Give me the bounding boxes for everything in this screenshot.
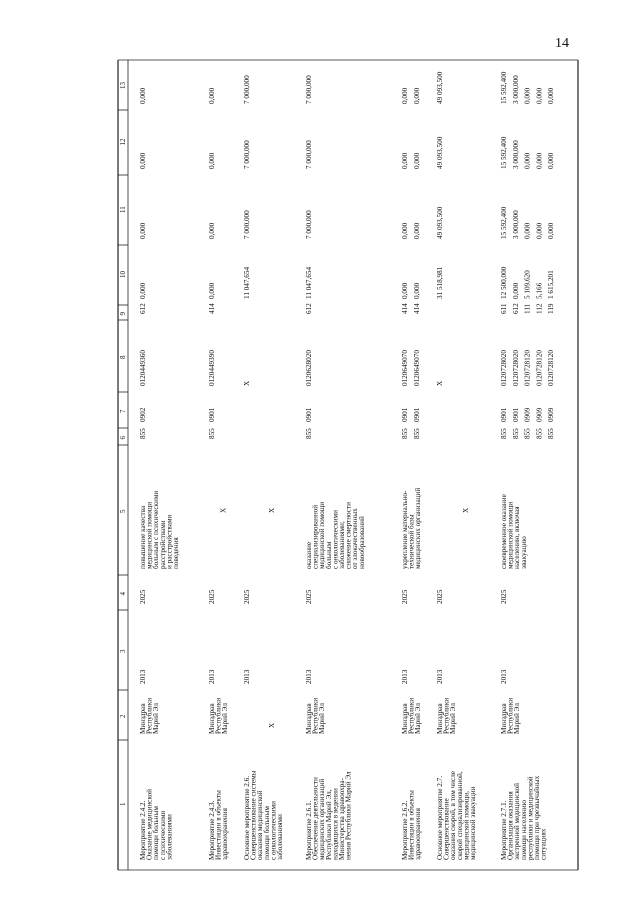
cell-c11-line: 0,000 [139, 222, 147, 239]
cell-c10-line: 0,000 [511, 282, 520, 299]
cell-c5-line: технической базы [407, 514, 416, 569]
cell-c11-line: 49 093,500 [436, 206, 444, 239]
cell-c1-line: Обеспечение деятельности [311, 777, 320, 860]
cell-c1-line: Основное мероприятие 2.6. [243, 775, 251, 860]
cell-c7-line: 0901 [401, 407, 409, 422]
cell-c8-line: 0120449390 [208, 350, 216, 386]
cell-c2-line: Республики [442, 697, 451, 734]
cell-c4: 2025 [436, 589, 444, 604]
cell-c10-line: 5,166 [535, 282, 544, 299]
cell-c13-line: 7 000,000 [243, 75, 251, 104]
cell-c10-line: 0,000 [139, 282, 147, 299]
cell-c6-line: 855 [401, 428, 409, 439]
cell-c6-line: 855 [535, 428, 544, 439]
cell-c5-line: оказание [305, 541, 313, 569]
cell-c11-line: 7 000,000 [305, 210, 313, 239]
cell-c1-line: оказания медицинской [256, 790, 265, 860]
table-content [119, 71, 555, 860]
cell-c13-line: 0,000 [412, 87, 421, 104]
cell-c11-line: 0,000 [208, 222, 216, 239]
cell-c3: 2013 [436, 669, 444, 684]
cell-c5-line: снижение смертности [344, 502, 353, 569]
cell-c11-line: 0,000 [412, 222, 421, 239]
cell-c4: 2025 [500, 589, 508, 604]
cell-c1-line: Совершенствование [442, 798, 451, 860]
cell-c5-line: от злокачественных [351, 508, 360, 569]
cell-c1-line: помощи населению [519, 800, 528, 860]
column-header-number: 8 [119, 355, 127, 359]
cell-c7-line: 0901 [412, 407, 421, 422]
cell-c4: 2025 [401, 589, 409, 604]
cell-c10-line: 1 615,201 [547, 270, 556, 299]
cell-c12-line: 0,000 [547, 152, 556, 169]
cell-c5-line: эвакуацию [519, 536, 528, 569]
cell-c2-line: Минздрав [500, 703, 508, 734]
cell-c12-line: 0,000 [139, 152, 147, 169]
cell-c7-line: 0901 [511, 407, 520, 422]
cell-c3: 2013 [500, 669, 508, 684]
cell-c2-line: Минздрав [401, 703, 409, 734]
column-header-number: 7 [119, 409, 127, 413]
column-header-number: 5 [119, 509, 127, 513]
table-grid [118, 60, 578, 870]
cell-c1-line: с онкологическими [269, 801, 278, 860]
cell-c6-line: 855 [500, 428, 508, 439]
cell-c13-line: 0,000 [401, 87, 409, 104]
cell-c1-line: Инвестиции в объекты [407, 790, 416, 860]
cell-c5-line: укрепление материально- [401, 490, 409, 569]
cell-c3: 2013 [139, 669, 147, 684]
cell-c6-line: 855 [523, 428, 532, 439]
cell-c10-line: 12 500,000 [500, 266, 508, 299]
column-header-number: 12 [119, 138, 127, 146]
column-header-number: 6 [119, 436, 127, 440]
cell-c1-line: медицинской помощи, [462, 791, 471, 860]
cell-c2-line: Марий Эл [414, 703, 423, 734]
cell-c13-line: 15 592,400 [500, 71, 508, 104]
cell-c2-line: Республики [214, 697, 223, 734]
cell-c5-line: больным с психическими [152, 490, 161, 569]
cell-c9-line: 611 [500, 303, 508, 314]
cell-c7-line: 0909 [523, 407, 532, 422]
cell-c1-line: Совершенствование системы [249, 770, 258, 860]
cell-c2-line: Республики [407, 697, 416, 734]
cell-c1-line: оказания скорой, в том числе [449, 771, 458, 860]
cell-c5-line: медицинской помощи [506, 501, 515, 569]
column-header-number: 10 [119, 271, 127, 278]
cell-c5-line: населению, включая [513, 506, 522, 569]
cell-c2-line: Республики [311, 697, 320, 734]
cell-c2-line: Марий Эл [152, 703, 161, 734]
cell-c3: 2013 [208, 669, 216, 684]
cell-c2-line: Марий Эл [513, 703, 522, 734]
cell-c5-line: медицинской помощи [318, 501, 327, 569]
cell-c2-line: Минздрав [208, 703, 216, 734]
cell-c1-line: заболеваниями [276, 814, 284, 860]
cell-c10-line: 0,000 [412, 282, 421, 299]
cell-c5-line: поведения [172, 537, 180, 569]
cell-c8-line: 0120449360 [139, 350, 147, 386]
cell-c8-line: 0120728020 [500, 350, 508, 386]
cell-c3: 2013 [401, 669, 409, 684]
column-header-number: 13 [119, 82, 127, 89]
cell-c5-line: и расстройствами [165, 514, 174, 569]
cell-c8-line: 0120649070 [401, 350, 409, 386]
cell-c9-line: 112 [535, 303, 544, 314]
cell-c12-line: 0,000 [535, 152, 544, 169]
cell-c8-line: X [436, 380, 444, 386]
cell-c10-line: 31 518,981 [436, 266, 444, 299]
cell-c8-line: 0120728120 [535, 350, 544, 386]
cell-c9-line: 119 [547, 303, 556, 314]
cell-c1-line: Мероприятие 2.7.1. [500, 800, 508, 860]
cell-c5-line: X [219, 507, 228, 513]
cell-c5-line: X [268, 507, 276, 513]
cell-c6-line: 855 [511, 428, 520, 439]
cell-c12-line: 3 000,000 [511, 140, 520, 169]
cell-c1-line: Мероприятие 2.6.1. [305, 800, 313, 860]
cell-c11-line: 0,000 [523, 222, 532, 239]
cell-c10-line: 11 047,654 [305, 266, 313, 299]
cell-c5-line: X [462, 507, 470, 513]
cell-c5-line: расстройствами [158, 520, 167, 569]
cell-c2-line: Минздрав [305, 703, 313, 734]
cell-c8-line: 0120728020 [511, 350, 520, 386]
cell-c1-line: здравоохранения [221, 808, 230, 860]
cell-c4: 2025 [243, 589, 251, 604]
cell-c6-line: 855 [208, 428, 216, 439]
cell-c4: 2025 [208, 589, 216, 604]
cell-c7-line: 0909 [547, 407, 556, 422]
cell-c1-line: находящихся в ведении [331, 788, 340, 860]
cell-c12-line: 0,000 [401, 152, 409, 169]
cell-c13-line: 3 000,000 [511, 75, 520, 104]
cell-c11-line: 0,000 [535, 222, 544, 239]
cell-c1-line: Основное мероприятие 2.7. [436, 775, 444, 860]
cell-c1-line: Инвестиции в объекты [214, 790, 223, 860]
cell-c2-line: Марий Эл [318, 703, 327, 734]
cell-c1-line: Республики Марий Эл, [324, 789, 333, 860]
page-number: 14 [555, 36, 569, 51]
cell-c13-line: 49 093,500 [436, 71, 444, 104]
cell-c13-line: 7 000,000 [305, 75, 313, 104]
cell-c1-line: республики и медицинской [526, 776, 535, 860]
cell-c8-line: 0120649070 [412, 350, 421, 386]
cell-c1-line: медицинских организаций [318, 778, 327, 860]
cell-c12-line: 0,000 [523, 152, 532, 169]
cell-c5-line: повышение качества [139, 505, 147, 569]
cell-c12-line: 7 000,000 [305, 140, 313, 169]
cell-c9-line: 612 [139, 303, 147, 314]
cell-c1-line: экстренной медицинской [513, 783, 522, 860]
cell-c5-line: своевременное оказание [500, 494, 508, 569]
cell-c2-line: Марий Эл [221, 703, 230, 734]
cell-c5-line: специализированной [311, 504, 320, 569]
cell-c2-line: Марий Эл [449, 703, 458, 734]
cell-c1-line: ситуациях [539, 828, 548, 860]
column-header-number: 3 [119, 649, 127, 653]
cell-c13-line: 0,000 [208, 87, 216, 104]
cell-c12-line: 0,000 [208, 152, 216, 169]
cell-c10-line: 11 047,654 [243, 266, 251, 299]
column-header-number: 9 [119, 312, 127, 316]
cell-c13-line: 0,000 [139, 87, 147, 104]
cell-c8-line: 0120728120 [523, 350, 532, 386]
cell-c10-line: 5 109,620 [523, 270, 532, 299]
cell-c7-line: 0909 [535, 407, 544, 422]
cell-c11-line: 15 592,400 [500, 206, 508, 239]
cell-c1-line: помощи больным [152, 806, 161, 860]
cell-c1-line: Министерства здравоохра- [338, 778, 346, 860]
cell-c1-line: Оказание медицинской [145, 789, 154, 860]
column-header-number: 2 [119, 714, 127, 718]
cell-c9-line: 414 [208, 303, 216, 314]
column-header-number: 1 [119, 802, 127, 806]
cell-c2-line: X [268, 722, 276, 728]
cell-c11-line: 0,000 [401, 222, 409, 239]
cell-c1-line: Организация оказания [506, 791, 515, 860]
cell-c6-line: 855 [305, 428, 313, 439]
cell-c1-line: Мероприятие 2.4.2. [139, 800, 147, 860]
cell-c6-line: 855 [412, 428, 421, 439]
cell-c1-line: помощи при чрезвычайных [533, 775, 541, 860]
cell-c6-line: 855 [547, 428, 556, 439]
cell-c2-line: Минздрав [139, 703, 147, 734]
cell-c9-line: 612 [305, 303, 313, 314]
cell-c3: 2013 [243, 669, 251, 684]
cell-c12-line: 15 592,400 [500, 136, 508, 169]
cell-c1-line: скорой специализированной, [455, 771, 464, 860]
cell-c10-line: 0,000 [208, 282, 216, 299]
cell-c6-line: 855 [139, 428, 147, 439]
cell-c8-line: 0120628020 [305, 350, 313, 386]
cell-c1-line: с психическими [158, 810, 167, 860]
cell-c5-line: заболеваниями; [338, 521, 346, 569]
cell-c1-line: заболеваниями [165, 814, 174, 860]
cell-c7-line: 0901 [208, 407, 216, 422]
cell-c10-line: 0,000 [401, 282, 409, 299]
cell-c1-line: нения Республики Марий Эл [344, 771, 353, 860]
cell-c2-line: Минздрав [436, 703, 444, 734]
cell-c1-line: медицинской эвакуации [469, 786, 477, 860]
cell-c12-line: 7 000,000 [243, 140, 251, 169]
cell-c1-line: помощи больным [262, 806, 271, 860]
cell-c11-line: 3 000,000 [511, 210, 520, 239]
cell-c5-line: с онкологическими [331, 510, 340, 569]
cell-c9-line: 414 [401, 303, 409, 314]
cell-c8-line: X [243, 380, 251, 386]
cell-c7-line: 0902 [139, 407, 147, 422]
cell-c2-line: Республики [145, 697, 154, 734]
cell-c4: 2025 [139, 589, 147, 604]
cell-c13-line: 0,000 [547, 87, 556, 104]
cell-c9-line: 414 [412, 303, 421, 314]
cell-c1-line: Мероприятие 2.6.2. [401, 800, 409, 860]
cell-c5-line: больным [324, 541, 333, 569]
cell-c5-line: медицинских организаций [414, 487, 423, 569]
column-header-number: 4 [119, 592, 127, 596]
cell-c7-line: 0901 [305, 407, 313, 422]
cell-c12-line: 49 093,500 [436, 136, 444, 169]
cell-c1-line: Мероприятие 2.4.3. [208, 800, 216, 860]
cell-c9-line: 111 [523, 303, 532, 314]
cell-c12-line: 0,000 [412, 152, 421, 169]
cell-c5-line: новообразований [357, 516, 366, 569]
column-header-number: 11 [119, 206, 127, 213]
cell-c1-line: здравоохранения [414, 808, 423, 860]
cell-c2-line: Республики [506, 697, 515, 734]
cell-c3: 2013 [305, 669, 313, 684]
cell-c5-line: медицинской помощи [145, 501, 154, 569]
cell-c9-line: 612 [511, 303, 520, 314]
cell-c11-line: 0,000 [547, 222, 556, 239]
cell-c13-line: 0,000 [535, 87, 544, 104]
cell-c8-line: 0120728120 [547, 350, 556, 386]
cell-c13-line: 0,000 [523, 87, 532, 104]
cell-c4: 2025 [305, 589, 313, 604]
cell-c11-line: 7 000,000 [243, 210, 251, 239]
cell-c7-line: 0901 [500, 407, 508, 422]
